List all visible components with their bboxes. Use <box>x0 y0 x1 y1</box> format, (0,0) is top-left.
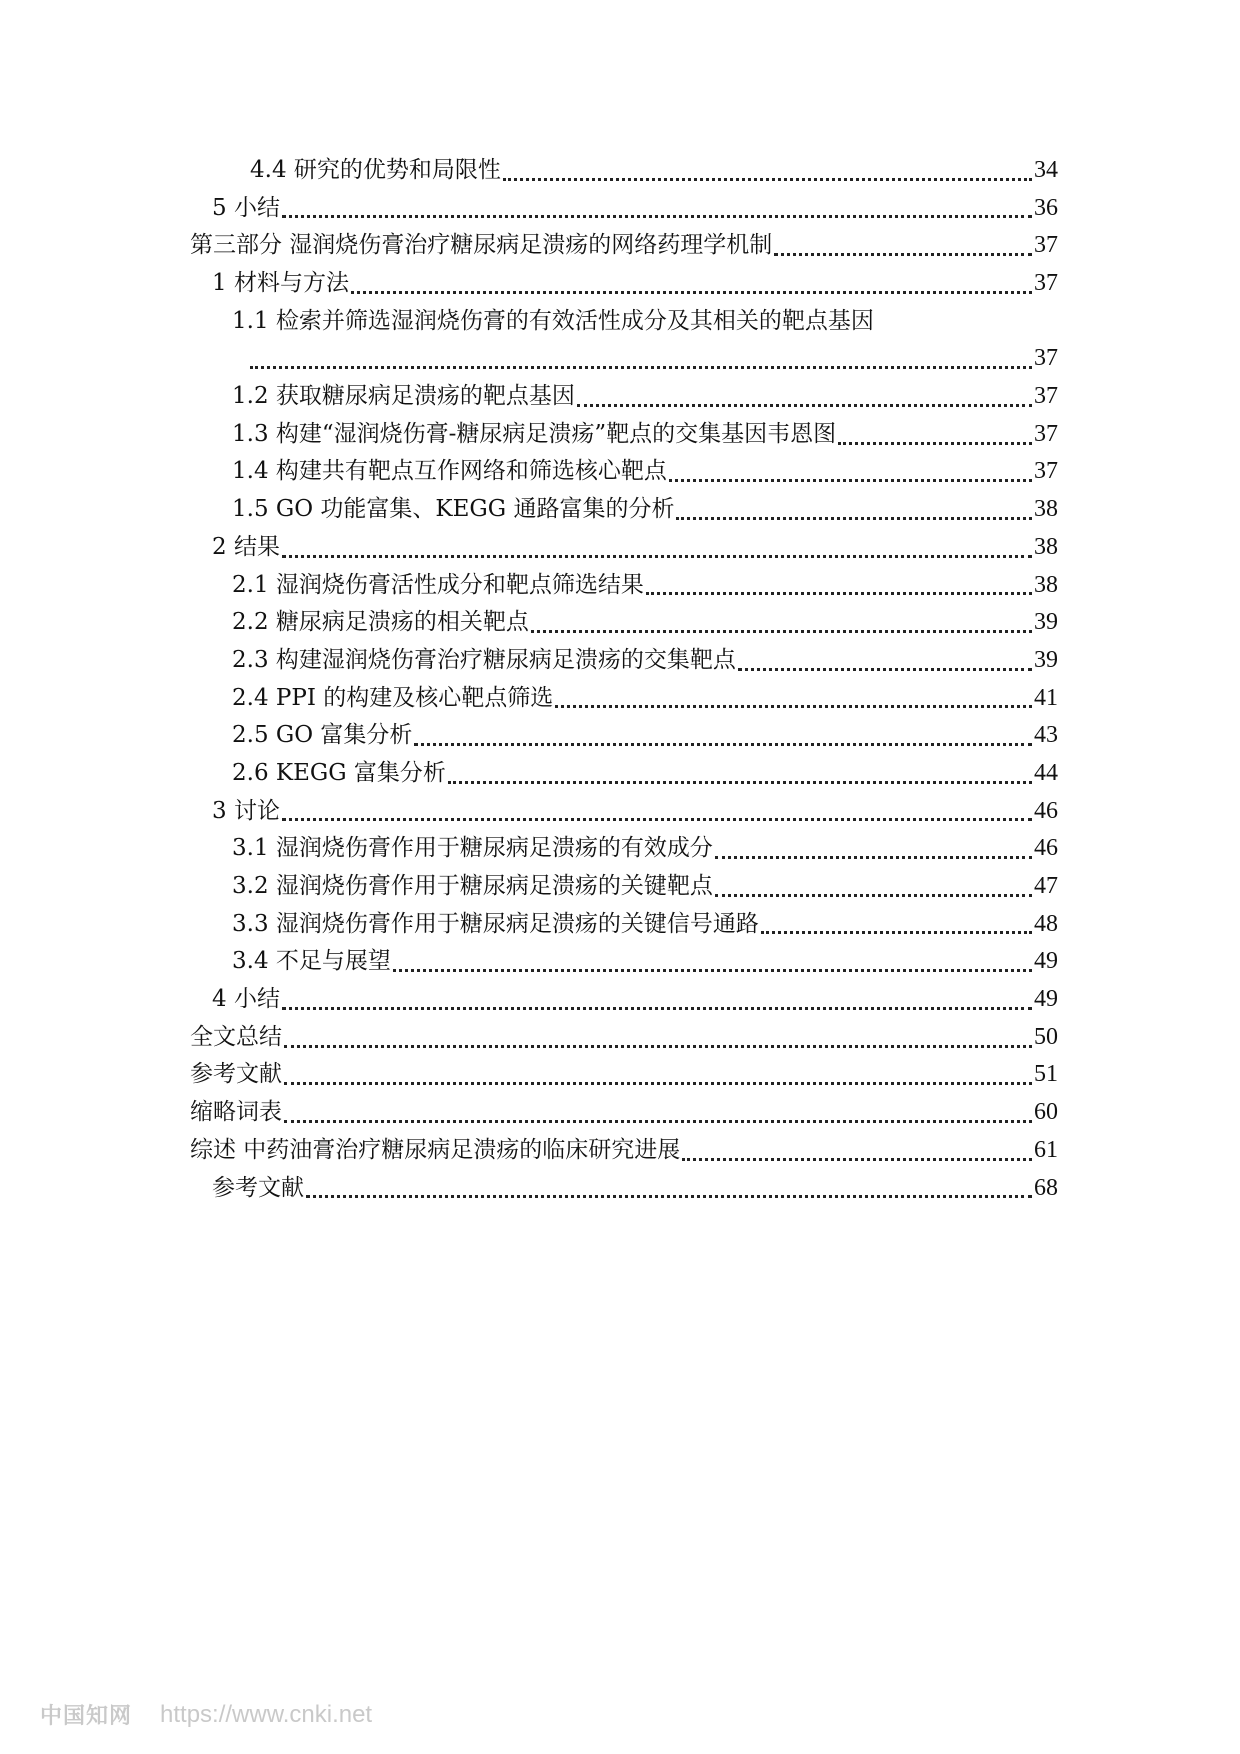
toc-entry <box>190 717 1058 755</box>
toc-entry-title: 2.2 糖尿病足溃疡的相关靶点 <box>232 609 529 636</box>
cnki-watermark <box>40 1699 372 1730</box>
toc-entry <box>190 152 1058 190</box>
dot-leader <box>284 1082 1032 1085</box>
toc-entry <box>190 1019 1058 1057</box>
toc-entry <box>190 190 1058 228</box>
toc-entry <box>190 793 1058 831</box>
toc-entry-page-number: 37 <box>1034 345 1058 372</box>
toc-entry-title: 综述 中药油膏治疗糖尿病足溃疡的临床研究进展 <box>190 1136 681 1163</box>
toc-entry <box>190 227 1058 265</box>
toc-entry-title: 全文总结 <box>190 1023 282 1050</box>
dot-leader <box>282 818 1032 821</box>
toc-entry <box>190 604 1058 642</box>
toc-entry-page-number: 46 <box>1034 835 1058 862</box>
cnki-logo: 中国知网 <box>40 1704 133 1729</box>
toc-entry-title: 5 小结 <box>212 194 280 221</box>
toc-entry-page-number: 61 <box>1034 1136 1058 1163</box>
toc-entry-title: 1.4 构建共有靶点互作网络和筛选核心靶点 <box>232 458 667 485</box>
toc-entry <box>190 906 1058 944</box>
dot-leader <box>306 1195 1032 1198</box>
toc-entry-title: 2.3 构建湿润烧伤膏治疗糖尿病足溃疡的交集靶点 <box>232 646 736 673</box>
toc-entry-page-number: 49 <box>1034 948 1058 975</box>
dot-leader <box>282 555 1032 558</box>
dot-leader <box>284 1045 1032 1048</box>
toc-entry-title: 3.1 湿润烧伤膏作用于糖尿病足溃疡的有效成分 <box>232 835 713 862</box>
toc-entry-page-number: 51 <box>1034 1061 1058 1088</box>
toc-entry-title: 1.1 检索并筛选湿润烧伤膏的有效活性成分及其相关的靶点基因 <box>232 307 874 334</box>
dot-leader <box>774 253 1032 256</box>
toc-entry <box>190 943 1058 981</box>
toc-entry-page-number: 41 <box>1034 684 1058 711</box>
toc-entry-title: 2.1 湿润烧伤膏活性成分和靶点筛选结果 <box>232 571 644 598</box>
toc-entry <box>190 303 1058 341</box>
dot-leader <box>503 178 1032 181</box>
toc-entry-page-number: 49 <box>1034 986 1058 1013</box>
toc-entry <box>190 868 1058 906</box>
toc-entry-page-number: 38 <box>1034 571 1058 598</box>
toc-entry <box>190 1057 1058 1095</box>
dot-leader <box>676 517 1032 520</box>
toc-entry-page-number: 44 <box>1034 759 1058 786</box>
toc-entry <box>190 416 1058 454</box>
table-of-contents <box>190 152 1058 1207</box>
dot-leader <box>682 1158 1032 1161</box>
toc-entry-page-number: 48 <box>1034 910 1058 937</box>
toc-entry <box>190 642 1058 680</box>
toc-entry <box>190 340 1058 378</box>
toc-entry-page-number: 43 <box>1034 722 1058 749</box>
toc-entry-page-number: 46 <box>1034 797 1058 824</box>
dot-leader <box>715 894 1032 897</box>
toc-entry <box>190 567 1058 605</box>
toc-entry-title: 参考文献 <box>212 1174 304 1201</box>
toc-entry <box>190 529 1058 567</box>
toc-entry-title: 2.5 GO 富集分析 <box>232 722 413 749</box>
dot-leader <box>646 592 1032 595</box>
toc-entry-page-number: 60 <box>1034 1099 1058 1126</box>
toc-entry <box>190 378 1058 416</box>
dot-leader <box>393 969 1032 972</box>
dot-leader <box>282 215 1032 218</box>
dot-leader <box>351 291 1032 294</box>
toc-entry <box>190 265 1058 303</box>
toc-entry <box>190 1170 1058 1208</box>
toc-entry-title: 1.2 获取糖尿病足溃疡的靶点基因 <box>232 383 575 410</box>
toc-entry-page-number: 37 <box>1034 458 1058 485</box>
dot-leader <box>761 931 1032 934</box>
toc-entry-title: 1.3 构建“湿润烧伤膏-糖尿病足溃疡”靶点的交集基因韦恩图 <box>232 420 837 447</box>
toc-entry-page-number: 47 <box>1034 873 1058 900</box>
toc-entry-title: 2.4 PPI 的构建及核心靶点筛选 <box>232 684 554 711</box>
toc-entry-title: 参考文献 <box>190 1061 282 1088</box>
toc-entry-page-number: 36 <box>1034 194 1058 221</box>
toc-entry-title: 2.6 KEGG 富集分析 <box>232 759 446 786</box>
cnki-url: https://www.cnki.net <box>160 1700 373 1728</box>
toc-entry-page-number: 37 <box>1034 232 1058 259</box>
dot-leader <box>414 743 1032 746</box>
toc-entry <box>190 755 1058 793</box>
dot-leader <box>715 856 1032 859</box>
toc-entry-title: 2 结果 <box>212 533 280 560</box>
toc-entry <box>190 454 1058 492</box>
dot-leader <box>577 404 1032 407</box>
toc-entry-title: 1 材料与方法 <box>212 270 349 297</box>
toc-entry-page-number: 38 <box>1034 533 1058 560</box>
toc-entry-title: 缩略词表 <box>190 1099 282 1126</box>
dot-leader <box>448 781 1032 784</box>
toc-entry-title: 1.5 GO 功能富集、KEGG 通路富集的分析 <box>232 496 675 523</box>
toc-entry <box>190 1094 1058 1132</box>
toc-entry-title: 3.3 湿润烧伤膏作用于糖尿病足溃疡的关键信号通路 <box>232 910 759 937</box>
dot-leader <box>531 630 1032 633</box>
toc-entry <box>190 680 1058 718</box>
toc-entry-page-number: 38 <box>1034 496 1058 523</box>
toc-entry-page-number: 50 <box>1034 1023 1058 1050</box>
toc-entry <box>190 981 1058 1019</box>
toc-entry-title: 4.4 研究的优势和局限性 <box>250 156 501 183</box>
toc-entry-title: 3.2 湿润烧伤膏作用于糖尿病足溃疡的关键靶点 <box>232 873 713 900</box>
dot-leader <box>282 1007 1032 1010</box>
toc-entry-title: 3 讨论 <box>212 797 280 824</box>
toc-entry-title: 3.4 不足与展望 <box>232 948 391 975</box>
toc-entry-page-number: 68 <box>1034 1174 1058 1201</box>
toc-entry-page-number: 34 <box>1034 156 1058 183</box>
toc-entry-title: 第三部分 湿润烧伤膏治疗糖尿病足溃疡的网络药理学机制 <box>190 232 773 259</box>
toc-entry <box>190 830 1058 868</box>
toc-entry-page-number: 37 <box>1034 383 1058 410</box>
dot-leader <box>738 668 1032 671</box>
dot-leader <box>555 705 1032 708</box>
toc-entry-page-number: 39 <box>1034 609 1058 636</box>
toc-entry <box>190 491 1058 529</box>
dot-leader <box>669 479 1032 482</box>
toc-entry-page-number: 39 <box>1034 646 1058 673</box>
dot-leader <box>838 442 1032 445</box>
toc-entry <box>190 1132 1058 1170</box>
dot-leader <box>250 366 1032 369</box>
dot-leader <box>284 1120 1032 1123</box>
toc-entry-page-number: 37 <box>1034 420 1058 447</box>
toc-entry-page-number: 37 <box>1034 270 1058 297</box>
toc-entry-title: 4 小结 <box>212 986 280 1013</box>
